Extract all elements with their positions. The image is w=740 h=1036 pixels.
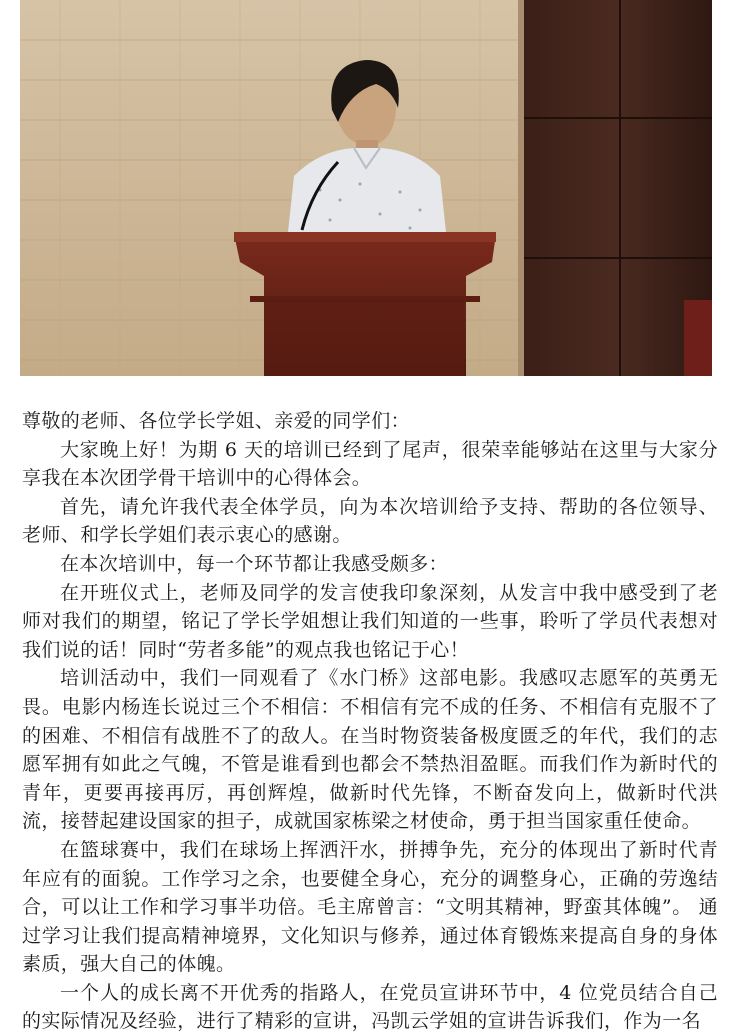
paragraph-party-lecture: 一个人的成长离不开优秀的指路人，在党员宣讲环节中，4 位党员结合自己的实际情况及经验，进行了精彩的宣讲，冯凯云学姐的宣讲告诉我们，作为一名 xyxy=(22,981,718,1033)
speech-photo xyxy=(20,0,712,376)
paragraph-intro: 在本次培训中，每一个环节都让我感受颇多： xyxy=(60,552,449,575)
salutation: 尊敬的老师、各位学长学姐、亲爱的同学们： xyxy=(22,410,411,432)
paragraph-basketball: 在篮球赛中，我们在球场上挥洒汗水，拼搏争先，充分的体现出了新时代青年应有的面貌。工作学习之余，也要健全身心，充分的调整身心，正确的劳逸结合，可以让工作和学习事半功倍。毛主席曾言：“文明其精神，野蛮其体魄”。 通过学习让我们提高精神境界，文化知识与修养，通过体育锻炼来提高自身的身体素质，强大自己的体魄。 xyxy=(22,838,718,976)
paragraph-opening-ceremony: 在开班仪式上，老师及同学的发言使我印象深刻，从发言中我中感受到了老师对我们的期望，铭记了学长学姐想让我们知道的一些事，聆听了学员代表想对我们说的话！同时“劳者多能”的观点我也铭记于心！ xyxy=(22,581,718,661)
photo-speaker-at-podium xyxy=(20,0,712,376)
paragraph-greeting: 大家晚上好！为期 6 天的培训已经到了尾声，很荣幸能够站在这里与大家分享我在本次团学骨干培训中的心得体会。 xyxy=(22,438,718,490)
speech-text xyxy=(22,407,718,1036)
paragraph-thanks: 首先，请允许我代表全体学员，向为本次培训给予支持、帮助的各位领导、老师、和学长学姐们表示衷心的感谢。 xyxy=(22,495,718,547)
paragraph-movie: 培训活动中，我们一同观看了《水门桥》这部电影。我感叹志愿军的英勇无畏。电影内杨连长说过三个不相信：不相信有完不成的任务、不相信有克服不了的困难、不相信有战胜不了的敌人。在当时物资装备极度匮乏的年代，我们的志愿军拥有如此之气魄，不管是谁看到也都会不禁热泪盈眶。而我们作为新时代的青年，更要再接再厉，再创辉煌，做新时代先锋，不断奋发向上，做新时代洪流，接替起建设国家的担子，成就国家栋梁之材使命，勇于担当国家重任使命。 xyxy=(22,667,718,833)
